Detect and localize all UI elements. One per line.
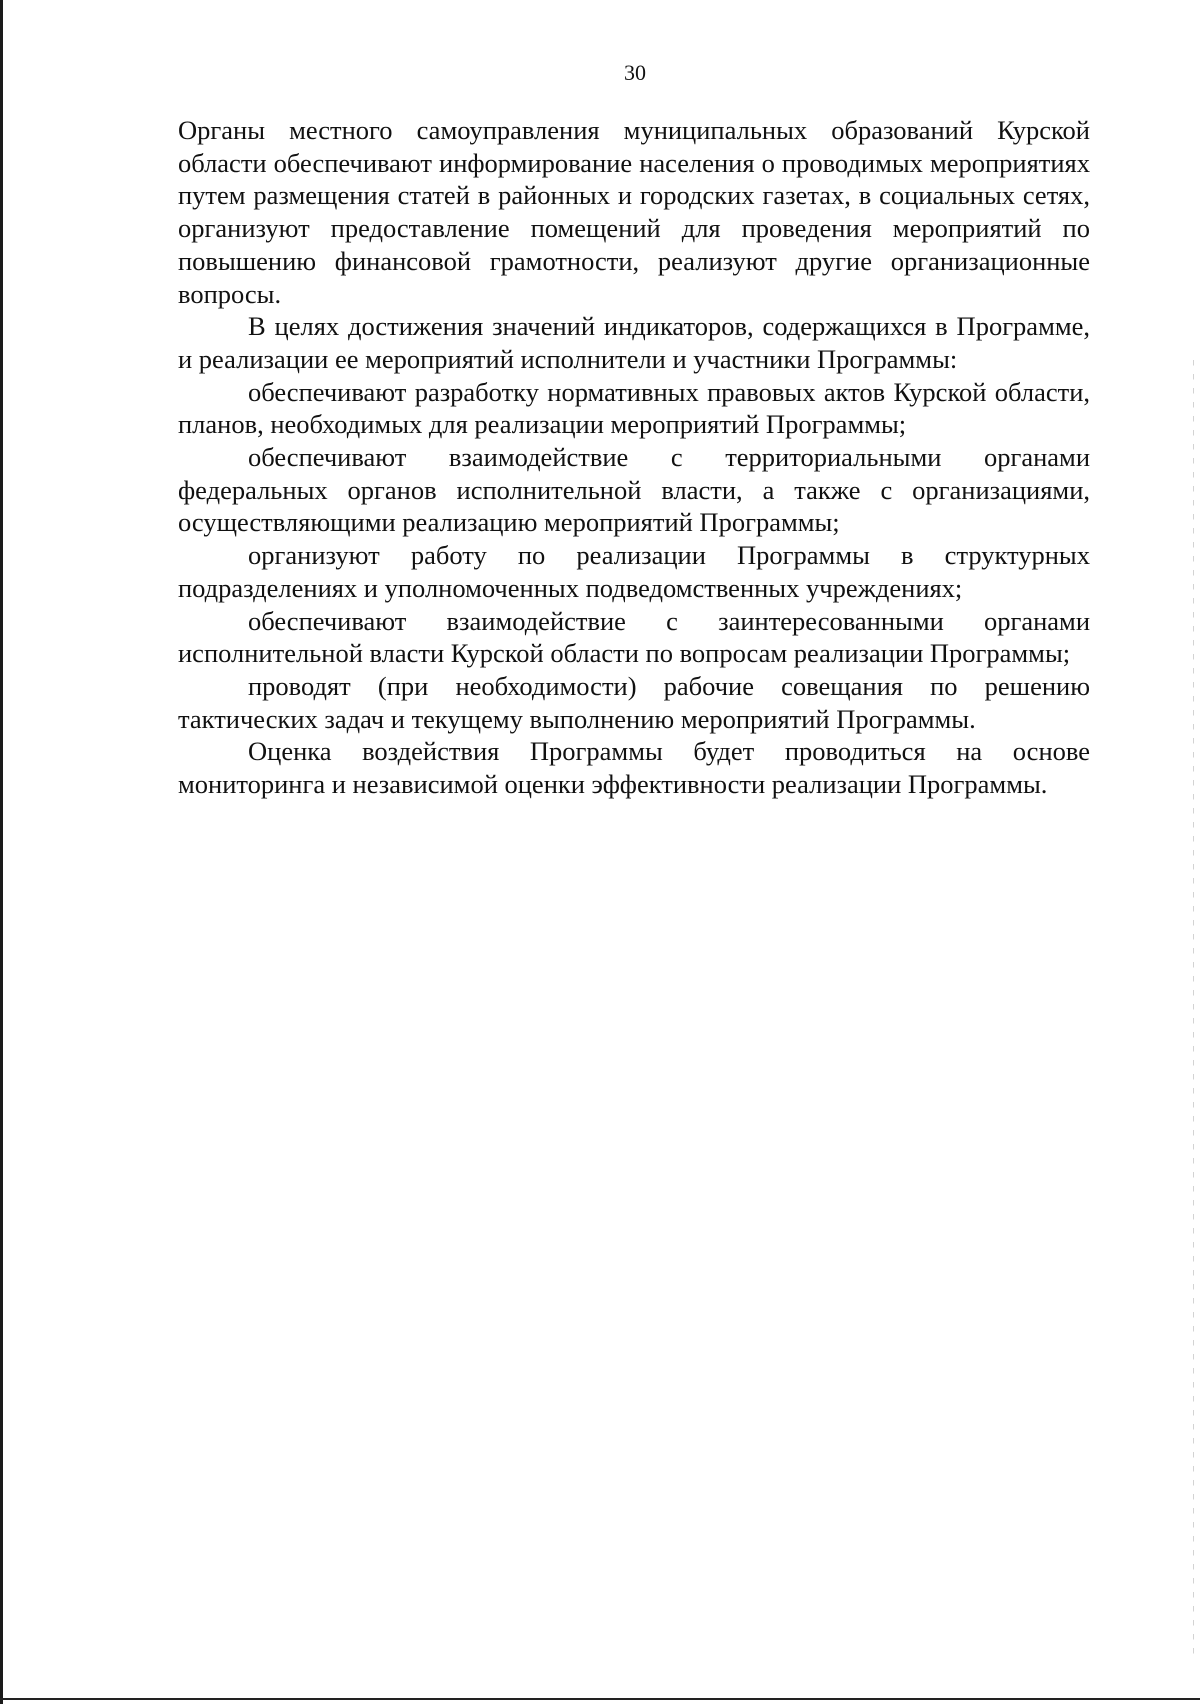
scan-right-artifact (1193, 360, 1194, 1660)
paragraph: обеспечивают взаимодействие с заинтересованными органами исполнительной власти Курской области по вопросам реализации Программы; (178, 605, 1090, 669)
paragraph: обеспечивают взаимодействие с территориальными органами федеральных органов исполнительной власти, а также с организациями, осуществляющими реализацию мероприятий Программы; (178, 442, 1090, 538)
document-body (178, 114, 1090, 801)
scan-bottom-edge (0, 1698, 1200, 1700)
paragraph: Оценка воздействия Программы будет проводиться на основе мониторинга и независимой оценки эффективности реализации Программы. (178, 736, 1090, 800)
page-number: 30 (624, 60, 646, 85)
paragraph: обеспечивают разработку нормативных правовых актов Курской области, планов, необходимых для реализации мероприятий Программы; (178, 376, 1090, 440)
paragraph: Органы местного самоуправления муниципальных образований Курской области обеспечивают информирование населения о проводимых мероприятиях путем размещения статей в районных и городских газетах, в социальных сетях, организуют предоставление помещений для проведения мероприятий по повышению финансовой грамотности, реализуют другие организационные вопросы. (178, 115, 1090, 309)
paragraph: организуют работу по реализации Программы в структурных подразделениях и уполномоченных подведомственных учреждениях; (178, 540, 1090, 603)
paragraph: проводят (при необходимости) рабочие совещания по решению тактических задач и текущему выполнению мероприятий Программы. (178, 670, 1090, 734)
scan-left-edge (0, 0, 3, 1704)
paragraph: В целях достижения значений индикаторов, содержащихся в Программе, и реализации ее мероприятий исполнители и участники Программы: (178, 311, 1090, 374)
